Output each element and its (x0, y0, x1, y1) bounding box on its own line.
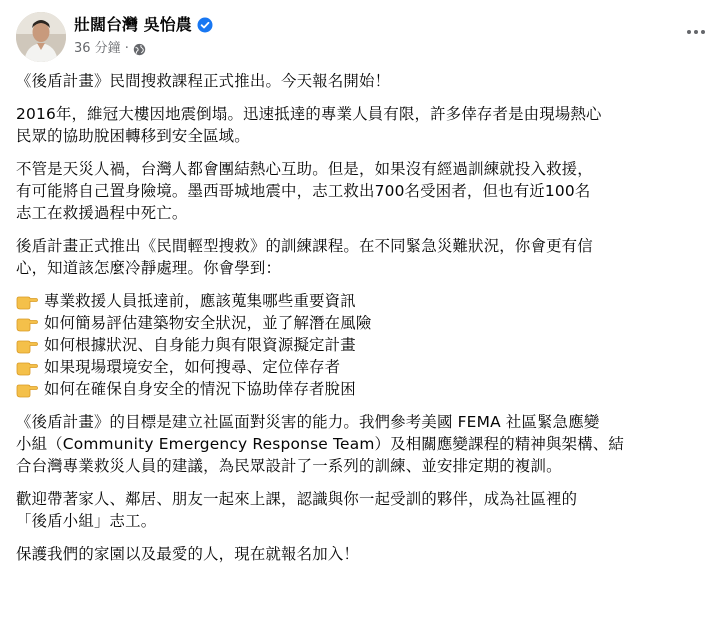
dot-icon (694, 30, 698, 34)
paragraph-disaster (16, 158, 711, 224)
text-line: 合台灣專業救災人員的建議，為民眾設計了一系列的訓練、並安排定期的複訓。 (16, 457, 562, 475)
list-item-text: 如何根據狀況、自身能力與有限資源擬定計畫 (44, 336, 356, 354)
avatar-photo-icon (16, 12, 66, 62)
post-header (16, 12, 711, 62)
text-line: 2016年，維冠大樓因地震倒塌。迅速抵達的專業人員有限，許多倖存者是由現場熱心 (16, 105, 602, 123)
text-line: 歡迎帶著家人、鄰居、朋友一起來上課，認識與你一起受訓的夥伴，成為社區裡的 (16, 490, 578, 508)
paragraph-2016 (16, 103, 711, 147)
globe-icon[interactable] (133, 43, 146, 56)
post-timestamp[interactable]: 36 分鐘 (74, 41, 121, 56)
meta-separator: · (124, 41, 129, 56)
list-item-text: 如果現場環境安全，如何搜尋、定位倖存者 (44, 358, 341, 376)
text-line: 《後盾計畫》的目標是建立社區面對災害的能力。我們參考美國 FEMA 社區緊急應變 (16, 413, 600, 431)
more-options-button[interactable] (681, 22, 711, 42)
list-item (16, 378, 711, 400)
pointing-hand-icon (16, 336, 38, 354)
dot-icon (701, 30, 705, 34)
text-line: 心，知道該怎麼冷靜處理。你會學到： (16, 259, 282, 277)
pointing-hand-icon (16, 380, 38, 398)
list-item (16, 290, 711, 312)
text-line: 「後盾小組」志工。 (16, 512, 157, 530)
text-line: 民眾的協助脫困轉移到安全區域。 (16, 127, 250, 145)
post-body (16, 70, 711, 576)
text-line: 志工在救援過程中死亡。 (16, 204, 188, 222)
text-line: 小組（Community Emergency Response Team）及相關應變課程的精神與架構、結 (16, 435, 624, 453)
paragraph-closing (16, 543, 711, 565)
list-item (16, 356, 711, 378)
pointing-hand-icon (16, 358, 38, 376)
verified-badge-icon (197, 17, 213, 33)
pointing-hand-icon (16, 292, 38, 310)
list-item-text: 如何簡易評估建築物安全狀況，並了解潛在風險 (44, 314, 372, 332)
text-line: 《後盾計畫》民間搜救課程正式推出。今天報名開始！ (16, 72, 391, 90)
list-item-text: 專業救援人員抵達前，應該蒐集哪些重要資訊 (44, 292, 356, 310)
text-line: 有可能將自己置身險境。墨西哥城地震中，志工救出700名受困者，但也有近100名 (16, 182, 591, 200)
pointing-hand-icon (16, 314, 38, 332)
list-item (16, 334, 711, 356)
paragraph-course (16, 235, 711, 279)
text-line: 保護我們的家園以及最愛的人，現在就報名加入！ (16, 545, 359, 563)
learning-list (16, 290, 711, 400)
dot-icon (687, 30, 691, 34)
post-meta (74, 40, 146, 58)
text-line: 後盾計畫正式推出《民間輕型搜救》的訓練課程。在不同緊急災難狀況，你會更有信 (16, 237, 593, 255)
author-line (74, 15, 213, 35)
avatar[interactable] (16, 12, 66, 62)
paragraph-welcome (16, 488, 711, 532)
list-item (16, 312, 711, 334)
list-item-text: 如何在確保自身安全的情況下協助倖存者脫困 (44, 380, 356, 398)
paragraph-intro (16, 70, 711, 92)
paragraph-goal (16, 411, 711, 477)
text-line: 不管是天災人禍，台灣人都會團結熱心互助。但是，如果沒有經過訓練就投入救援， (16, 160, 593, 178)
author-name[interactable]: 壯闊台灣 吳怡農 (74, 15, 192, 34)
